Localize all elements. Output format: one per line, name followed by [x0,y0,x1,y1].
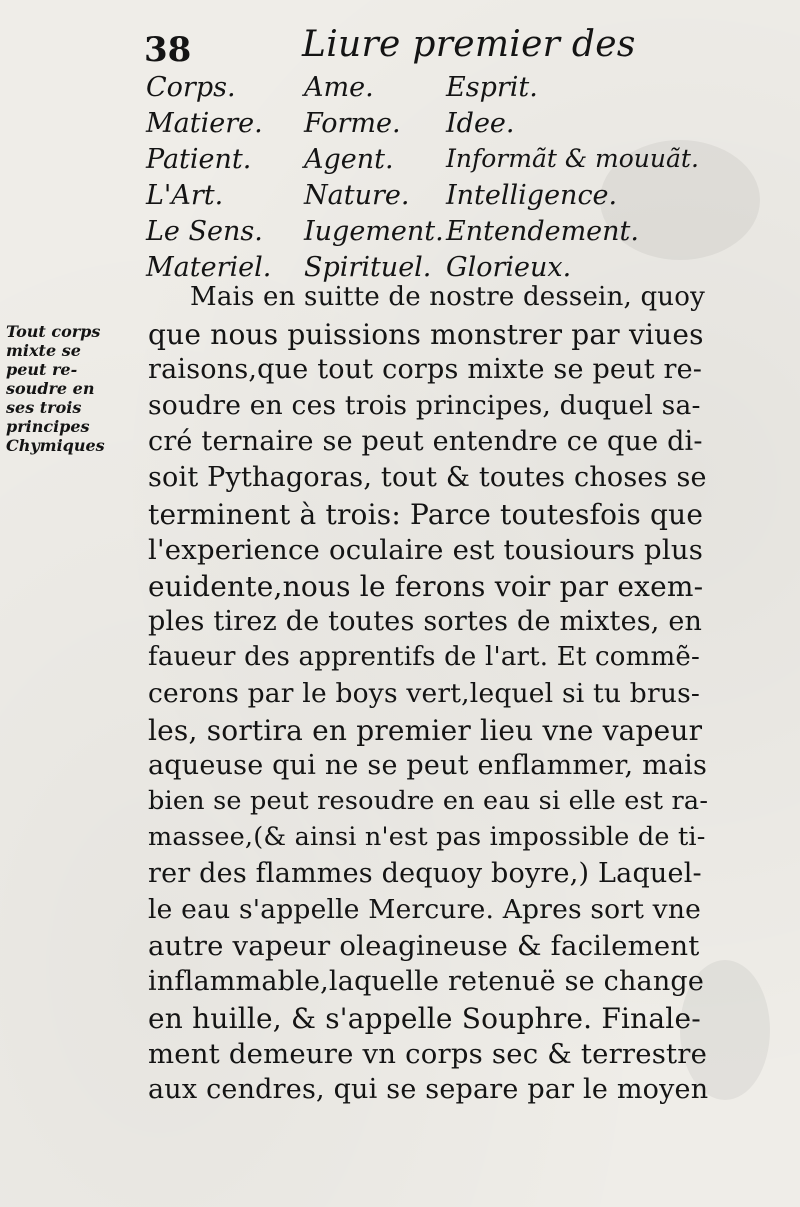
text-line: rer des flammes dequoy boyre,) Laquel- [148,858,702,889]
margin-note-line: ses trois [6,398,82,417]
text-line: faueur des apprentifs de l'art. Et commẽ- [148,642,700,672]
table-cell: Spirituel. [304,252,432,283]
text-line: aux cendres, qui se separe par le moyen [148,1074,709,1105]
text-line: soit Pythagoras, tout & toutes choses se [148,462,707,493]
table-cell: Informãt & mouuãt. [446,144,699,173]
text-line: inflammable,laquelle retenuë se change [148,966,705,997]
table-cell: Materiel. [146,252,272,283]
text-line: raisons,que tout corps mixte se peut re- [148,354,703,385]
text-line: l'experience oculaire est tousiours plus [148,534,704,566]
text-line: cerons par le boys vert,lequel si tu brus- [148,678,701,709]
table-cell: Agent. [304,144,394,175]
text-line: ment demeure vn corps sec & terrestre [148,1038,708,1070]
text-line: soudre en ces trois principes, duquel sa- [148,390,701,421]
table-cell: Entendement. [446,216,639,247]
margin-note-line: soudre en [6,379,95,398]
text-line: bien se peut resoudre en eau si elle est ra- [148,786,709,816]
table-cell: Le Sens. [146,216,263,247]
table-cell: Esprit. [446,72,538,103]
text-line: en huille, & s'appelle Souphre. Finale- [148,1002,701,1035]
text-line: cré ternaire se peut entendre ce que di- [148,426,703,457]
table-cell: Ame. [304,72,374,103]
text-line: massee,(& ainsi n'est pas impossible de ti- [148,822,706,852]
running-head: Liure premier des [302,24,636,65]
table-cell: Matiere. [146,108,263,139]
text-line: les, sortira en premier lieu vne vapeur [148,714,703,747]
table-cell: Intelligence. [446,180,618,211]
table-cell: L'Art. [146,180,224,211]
table-cell: Patient. [146,144,252,175]
text-line: autre vapeur oleagineuse & facilement [148,930,700,962]
text-line: le eau s'appelle Mercure. Apres sort vne [148,894,701,925]
margin-note-line: peut re- [6,360,78,379]
margin-note-line: mixte se [6,341,81,360]
margin-note [6,322,146,455]
table-cell: Corps. [146,72,236,103]
table-cell: Nature. [304,180,410,211]
text-line: Mais en suitte de nostre dessein, quoy [190,282,705,312]
page-number: 38 [144,30,192,70]
margin-note-line: Chymiques [6,436,105,455]
table-cell: Glorieux. [446,252,572,283]
text-line: euidente,nous le ferons voir par exem- [148,570,704,603]
margin-note-line: Tout corps [6,322,101,341]
table-cell: Iugement. [304,216,444,247]
table-cell: Idee. [446,108,515,139]
text-line: terminent à trois: Parce toutesfois que [148,498,704,531]
table-cell: Forme. [304,108,401,139]
text-line: aqueuse qui ne se peut enflammer, mais [148,750,708,781]
margin-note-line: principes [6,417,90,436]
text-line: ples tirez de toutes sortes de mixtes, en [148,606,703,637]
text-line: que nous puissions monstrer par viues [148,318,704,351]
